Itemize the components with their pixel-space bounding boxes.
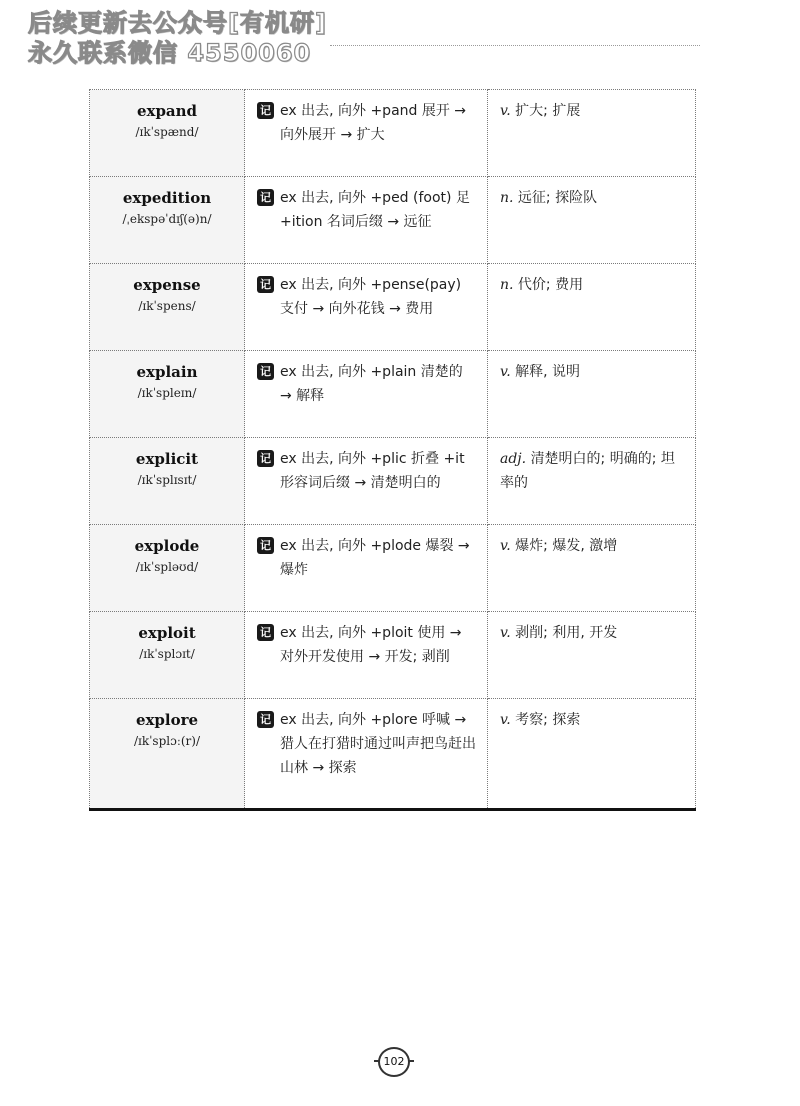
- vocabulary-table-body: [90, 90, 696, 810]
- vocab-row: [90, 264, 696, 351]
- etymology-cell: [245, 612, 488, 699]
- meaning-text: 考察; 探索: [515, 712, 581, 728]
- etymology-cell: [245, 351, 488, 438]
- memo-icon: 记: [257, 624, 274, 641]
- meaning-cell: [488, 612, 696, 699]
- page-number: 102: [378, 1047, 410, 1077]
- phonetic: /ɪkˈspleɪn/: [137, 386, 197, 400]
- etymology-cell: [245, 264, 488, 351]
- headword: expedition: [122, 189, 212, 207]
- meaning-text: 解释, 说明: [515, 364, 581, 380]
- etymology-text: ex 出去, 向外 +ped (foot) 足 +ition 名词后缀 → 远征: [280, 190, 470, 230]
- etymology-text: ex 出去, 向外 +pense(pay) 支付 → 向外花钱 → 费用: [280, 277, 462, 317]
- word-cell: [90, 699, 245, 810]
- etymology-text: ex 出去, 向外 +ploit 使用 → 对外开发使用 → 开发; 剥削: [280, 625, 462, 665]
- vocab-row: [90, 612, 696, 699]
- meaning-text: 代价; 费用: [517, 277, 584, 293]
- part-of-speech: n.: [500, 277, 514, 293]
- meaning-text: 剥削; 利用, 开发: [515, 625, 618, 641]
- headword: expense: [133, 276, 201, 294]
- meaning-cell: [488, 90, 696, 177]
- phonetic: /ɪkˈsplɔː(r)/: [133, 734, 201, 748]
- memo-icon: 记: [257, 276, 274, 293]
- word-cell: [90, 264, 245, 351]
- meaning-cell: [488, 177, 696, 264]
- watermark: [28, 8, 358, 68]
- memo-icon: 记: [257, 363, 274, 380]
- memo-icon: 记: [257, 102, 274, 119]
- meaning-cell: [488, 525, 696, 612]
- part-of-speech: v.: [500, 103, 511, 119]
- part-of-speech: n.: [500, 190, 514, 206]
- etymology-cell: [245, 438, 488, 525]
- headword: explain: [136, 363, 198, 381]
- vocab-row: [90, 699, 696, 810]
- meaning-text: 清楚明白的; 明确的; 坦率的: [500, 451, 675, 491]
- part-of-speech: v.: [500, 625, 511, 641]
- etymology-cell: [245, 699, 488, 810]
- etymology-text: ex 出去, 向外 +plode 爆裂 → 爆炸: [280, 538, 470, 578]
- word-cell: [90, 177, 245, 264]
- meaning-cell: [488, 438, 696, 525]
- memo-icon: 记: [257, 450, 274, 467]
- meaning-cell: [488, 351, 696, 438]
- headword: expand: [136, 102, 198, 120]
- vocab-row: [90, 438, 696, 525]
- word-cell: [90, 351, 245, 438]
- etymology-cell: [245, 90, 488, 177]
- memo-icon: 记: [257, 537, 274, 554]
- word-cell: [90, 525, 245, 612]
- phonetic: /ɪkˈspænd/: [135, 125, 199, 139]
- headword: explore: [135, 711, 199, 729]
- memo-icon: 记: [257, 711, 274, 728]
- vocab-row: [90, 525, 696, 612]
- meaning-text: 爆炸; 爆发, 激增: [515, 538, 618, 554]
- memo-icon: 记: [257, 189, 274, 206]
- vocabulary-table: [89, 89, 696, 811]
- meaning-text: 扩大; 扩展: [515, 103, 581, 119]
- watermark-line-2: 永久联系微信 4550060: [28, 39, 312, 67]
- vocab-row: [90, 90, 696, 177]
- word-cell: [90, 438, 245, 525]
- vocab-row: [90, 177, 696, 264]
- meaning-cell: [488, 264, 696, 351]
- etymology-cell: [245, 525, 488, 612]
- etymology-text: ex 出去, 向外 +plore 呼喊 → 猎人在打猎时通过叫声把鸟赶出山林 → 探索: [280, 712, 476, 776]
- etymology-text: ex 出去, 向外 +pand 展开 → 向外展开 → 扩大: [280, 103, 467, 143]
- phonetic: /ɪkˈspləʊd/: [135, 560, 199, 574]
- meaning-text: 远征; 探险队: [517, 190, 598, 206]
- part-of-speech: adj.: [500, 451, 527, 467]
- watermark-line-1: 后续更新去公众号[有机研]: [28, 9, 327, 37]
- etymology-cell: [245, 177, 488, 264]
- headword: exploit: [138, 624, 196, 642]
- etymology-text: ex 出去, 向外 +plain 清楚的 → 解释: [280, 364, 463, 404]
- phonetic: /ɪkˈsplɪsɪt/: [137, 473, 197, 487]
- word-cell: [90, 90, 245, 177]
- phonetic: /ɪkˈspens/: [138, 299, 196, 313]
- word-cell: [90, 612, 245, 699]
- vocab-row: [90, 351, 696, 438]
- headword: explode: [134, 537, 200, 555]
- phonetic: /ɪkˈsplɔɪt/: [139, 647, 195, 661]
- part-of-speech: v.: [500, 712, 511, 728]
- phonetic: /ˌekspəˈdɪʃ(ə)n/: [122, 212, 212, 226]
- headword: explicit: [135, 450, 199, 468]
- meaning-cell: [488, 699, 696, 810]
- part-of-speech: v.: [500, 538, 511, 554]
- etymology-text: ex 出去, 向外 +plic 折叠 +it 形容词后缀 → 清楚明白的: [280, 451, 465, 491]
- header-dotted-rule: [330, 45, 700, 46]
- part-of-speech: v.: [500, 364, 511, 380]
